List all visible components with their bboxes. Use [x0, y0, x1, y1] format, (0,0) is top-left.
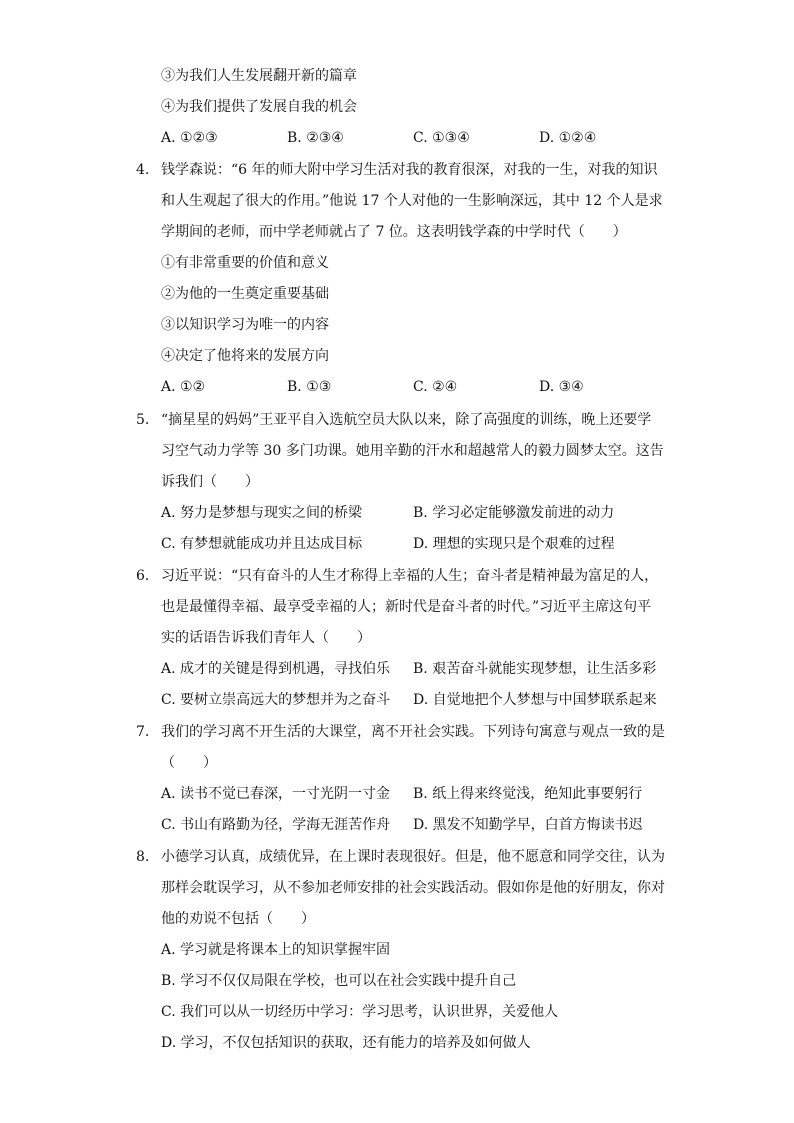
q7-option-c: C. 书山有路勤为径，学海无涯苦作舟: [161, 817, 391, 833]
q4-stem-line-2: 和人生观起了很大的作用。”他说 17 个人对他的一生影响深远，其中 12 个人是求: [161, 193, 663, 209]
q8-option-a: A. 学习就是将课本上的知识掌握牢固: [161, 942, 391, 958]
q5-option-a: A. 努力是梦想与现实之间的桥梁: [161, 505, 363, 521]
q8-stem-line-3: 他的劝说不包括（ ）: [161, 911, 315, 927]
q5-stem-line-3: 诉我们（ ）: [161, 474, 259, 490]
q4-number: 4.: [136, 162, 150, 178]
q5-stem-line-1: “摘星星的妈妈”王亚平自入选航空员大队以来，除了高强度的训练，晚上还要学: [161, 412, 652, 428]
q3-option-a: A. ①②③: [161, 130, 218, 146]
q6-stem-line-2: 也是最懂得幸福、最享受幸福的人；新时代是奋斗者的时代。”习近平主席这句平: [161, 599, 652, 615]
q8-option-c: C. 我们可以从一切经历中学习：学习思考，认识世界，关爱他人: [161, 1004, 559, 1020]
q4-option-a: A. ①②: [161, 379, 206, 395]
q7-number: 7.: [136, 724, 150, 740]
q8-stem-line-2: 那样会耽误学习，从不参加老师安排的社会实践活动。假如你是他的好朋友，你对: [161, 880, 665, 896]
q7-option-b: B. 纸上得来终觉浅，绝知此事要躬行: [413, 786, 643, 802]
q6-option-d: D. 自觉地把个人梦想与中国梦联系起来: [413, 692, 657, 708]
q4-item-4: ④决定了他将来的发展方向: [161, 348, 329, 364]
q8-number: 8.: [136, 849, 150, 865]
q5-option-b: B. 学习必定能够激发前进的动力: [413, 505, 615, 521]
q4-stem-line-1: 钱学森说：“6 年的师大附中学习生活对我的教育很深，对我的一生，对我的知识: [161, 162, 658, 178]
q7-option-a: A. 读书不觉已春深，一寸光阴一寸金: [161, 786, 391, 802]
q6-option-c: C. 要树立崇高远大的梦想并为之奋斗: [161, 692, 391, 708]
q4-option-c: C. ②④: [413, 379, 458, 395]
q8-stem-line-1: 小德学习认真，成绩优异，在上课时表现很好。但是，他不愿意和同学交往，认为: [161, 849, 665, 865]
q4-stem-line-3: 学期间的老师，而中学老师就占了 7 位。这表明钱学森的中学时代（ ）: [161, 224, 627, 240]
q8-option-b: B. 学习不仅仅局限在学校，也可以在社会实践中提升自己: [161, 973, 517, 989]
q5-option-d: D. 理想的实现只是个艰难的过程: [413, 536, 615, 552]
q7-stem-line-2: （ ）: [161, 755, 217, 771]
q7-option-d: D. 黑发不知勤学早，白首方悔读书迟: [413, 817, 643, 833]
q3-item-3: ③为我们人生发展翻开新的篇章: [161, 68, 357, 84]
q4-item-2: ②为他的一生奠定重要基础: [161, 286, 329, 302]
q4-item-1: ①有非常重要的价值和意义: [161, 255, 329, 271]
q6-option-a: A. 成才的关键是得到机遇，寻找伯乐: [161, 661, 391, 677]
q4-option-b: B. ①③: [287, 379, 332, 395]
q5-option-c: C. 有梦想就能成功并且达成目标: [161, 536, 363, 552]
q3-option-c: C. ①③④: [413, 130, 470, 146]
q6-number: 6.: [136, 568, 150, 584]
q5-number: 5.: [136, 412, 150, 428]
q6-stem-line-1: 习近平说：“只有奋斗的人生才称得上幸福的人生；奋斗者是精神最为富足的人，: [161, 568, 659, 584]
q3-option-d: D. ①②④: [539, 130, 597, 146]
q4-item-3: ③以知识学习为唯一的内容: [161, 317, 329, 333]
q3-item-4: ④为我们提供了发展自我的机会: [161, 99, 357, 115]
q3-option-b: B. ②③④: [287, 130, 344, 146]
q7-stem-line-1: 我们的学习离不开生活的大课堂，离不开社会实践。下列诗句寓意与观点一致的是: [161, 724, 665, 740]
q4-option-d: D. ③④: [539, 379, 584, 395]
q5-stem-line-2: 习空气动力学等 30 多门功课。她用辛勤的汗水和超越常人的毅力圆梦太空。这告: [161, 443, 664, 459]
q6-option-b: B. 艰苦奋斗就能实现梦想，让生活多彩: [413, 661, 657, 677]
q8-option-d: D. 学习，不仅包括知识的获取，还有能力的培养及如何做人: [161, 1035, 531, 1051]
q6-stem-line-3: 实的话语告诉我们青年人（ ）: [161, 630, 371, 646]
